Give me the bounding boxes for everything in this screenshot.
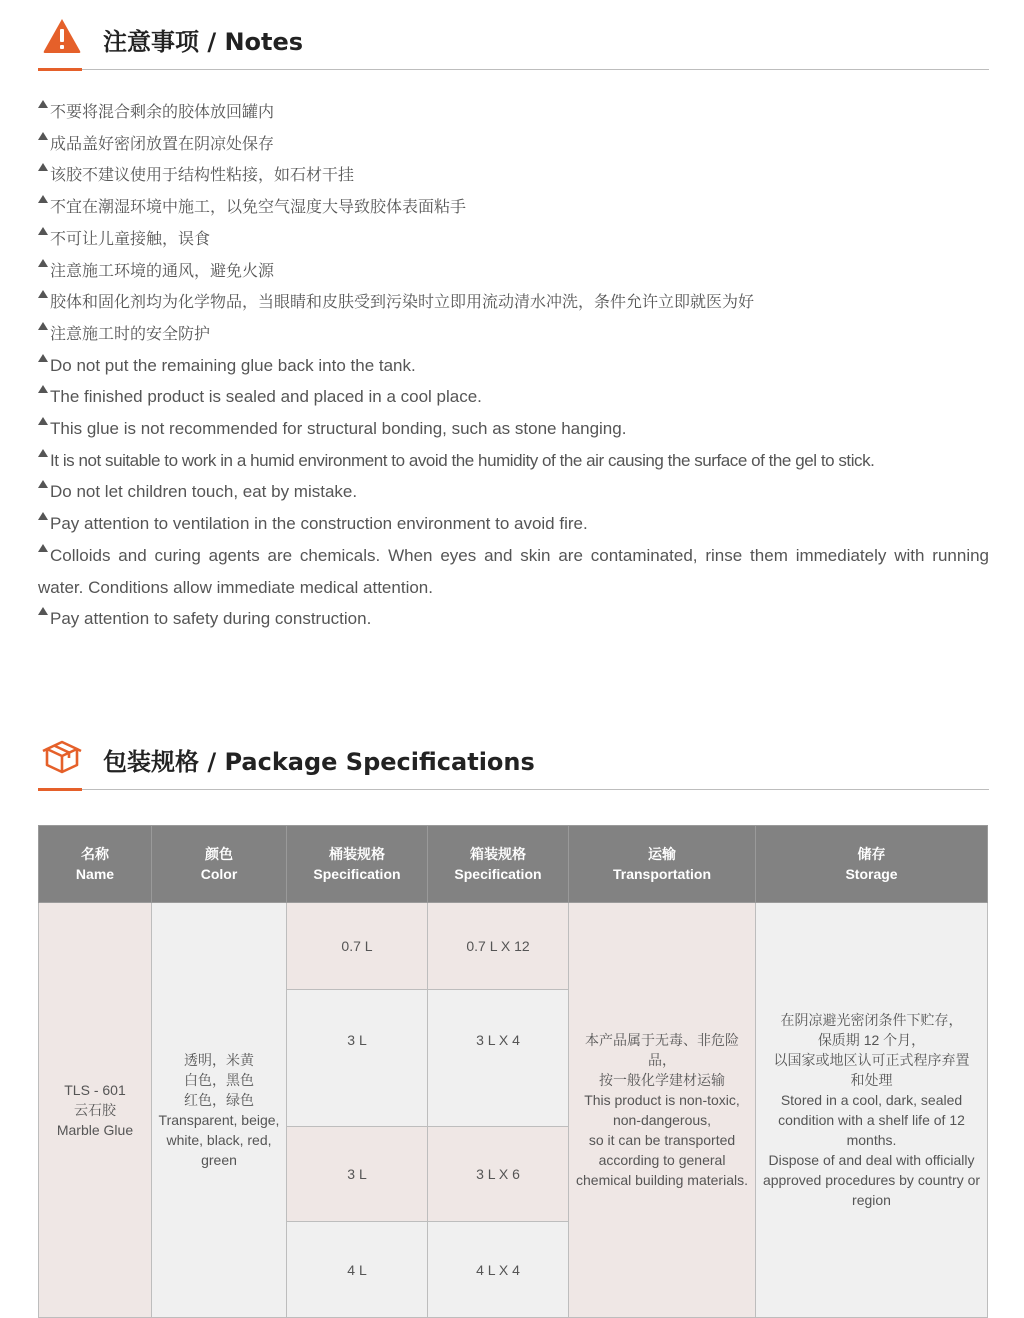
note-item: Pay attention to safety during construction.	[38, 603, 989, 635]
notes-divider	[38, 69, 989, 70]
triangle-bullet-icon	[38, 385, 48, 393]
cell-box-spec: 3 L X 4	[428, 990, 569, 1127]
cell-product-name: TLS - 601 云石胶 Marble Glue	[39, 903, 152, 1318]
triangle-bullet-icon	[38, 512, 48, 520]
header-transportation: 运输 Transportation	[569, 826, 756, 903]
warning-icon	[42, 16, 82, 56]
cell-barrel-spec: 0.7 L	[287, 903, 428, 990]
package-divider-accent	[38, 788, 82, 791]
package-title: 包装规格 / Package Specifications	[103, 748, 535, 776]
package-section-header	[38, 720, 989, 790]
note-item: The finished product is sealed and placed in a cool place.	[38, 381, 989, 413]
cell-colors: 透明，米黄 白色，黑色 红色，绿色 Transparent, beige, white, black, red, green	[152, 903, 287, 1318]
notes-list	[38, 96, 989, 635]
triangle-bullet-icon	[38, 227, 48, 235]
header-name: 名称 Name	[39, 826, 152, 903]
triangle-bullet-icon	[38, 100, 48, 108]
triangle-bullet-icon	[38, 163, 48, 171]
triangle-bullet-icon	[38, 607, 48, 615]
note-item: 不可让儿童接触，误食	[38, 223, 989, 255]
note-item: 该胶不建议使用于结构性粘接，如石材干挂	[38, 159, 989, 191]
triangle-bullet-icon	[38, 195, 48, 203]
note-item: 不宜在潮湿环境中施工，以免空气湿度大导致胶体表面粘手	[38, 191, 989, 223]
table-row	[39, 903, 988, 990]
note-item: Do not put the remaining glue back into the tank.	[38, 350, 989, 382]
note-item: 注意施工环境的通风，避免火源	[38, 255, 989, 287]
table-header-row	[39, 826, 988, 903]
triangle-bullet-icon	[38, 449, 48, 457]
note-item: Do not let children touch, eat by mistake.	[38, 476, 989, 508]
package-box-icon	[42, 736, 82, 776]
header-barrel-spec: 桶装规格 Specification	[287, 826, 428, 903]
triangle-bullet-icon	[38, 132, 48, 140]
note-item: It is not suitable to work in a humid environment to avoid the humidity of the air causing the surface of the gel to stick.	[38, 445, 989, 477]
note-item: This glue is not recommended for structural bonding, such as stone hanging.	[38, 413, 989, 445]
triangle-bullet-icon	[38, 322, 48, 330]
triangle-bullet-icon	[38, 354, 48, 362]
cell-box-spec: 3 L X 6	[428, 1127, 569, 1222]
cell-box-spec: 4 L X 4	[428, 1222, 569, 1318]
cell-barrel-spec: 3 L	[287, 990, 428, 1127]
cell-barrel-spec: 4 L	[287, 1222, 428, 1318]
notes-section-header	[38, 0, 989, 70]
package-spec-table	[38, 825, 988, 1318]
cell-box-spec: 0.7 L X 12	[428, 903, 569, 990]
note-item: 成品盖好密闭放置在阴凉处保存	[38, 128, 989, 160]
notes-title: 注意事项 / Notes	[103, 28, 304, 56]
triangle-bullet-icon	[38, 417, 48, 425]
triangle-bullet-icon	[38, 259, 48, 267]
triangle-bullet-icon	[38, 544, 48, 552]
cell-barrel-spec: 3 L	[287, 1127, 428, 1222]
cell-transportation: 本产品属于无毒、非危险品， 按一般化学建材运输 This product is non-toxic, non-dangerous, so it can be transported according to general chemical building materials.	[569, 903, 756, 1318]
note-item: 不要将混合剩余的胶体放回罐内	[38, 96, 989, 128]
note-item: Colloids and curing agents are chemicals. When eyes and skin are contaminated, rinse them immediately with running water. Conditions allow immediate medical attention.	[38, 545, 989, 597]
note-item: Pay attention to ventilation in the construction environment to avoid fire.	[38, 508, 989, 540]
notes-divider-accent	[38, 68, 82, 71]
header-box-spec: 箱装规格 Specification	[428, 826, 569, 903]
header-color: 颜色 Color	[152, 826, 287, 903]
note-item: 胶体和固化剂均为化学物品，当眼睛和皮肤受到污染时立即用流动清水冲洗，条件允许立即就医为好	[38, 286, 989, 318]
package-divider	[38, 789, 989, 790]
cell-storage: 在阴凉避光密闭条件下贮存， 保质期 12 个月， 以国家或地区认可正式程序弃置 和处理 Stored in a cool, dark, sealed condition with a shelf life of 12 months. Dispose of and deal with officially approved procedures by country or region	[756, 903, 988, 1318]
triangle-bullet-icon	[38, 480, 48, 488]
triangle-bullet-icon	[38, 290, 48, 298]
note-item: 注意施工时的安全防护	[38, 318, 989, 350]
header-storage: 储存 Storage	[756, 826, 988, 903]
